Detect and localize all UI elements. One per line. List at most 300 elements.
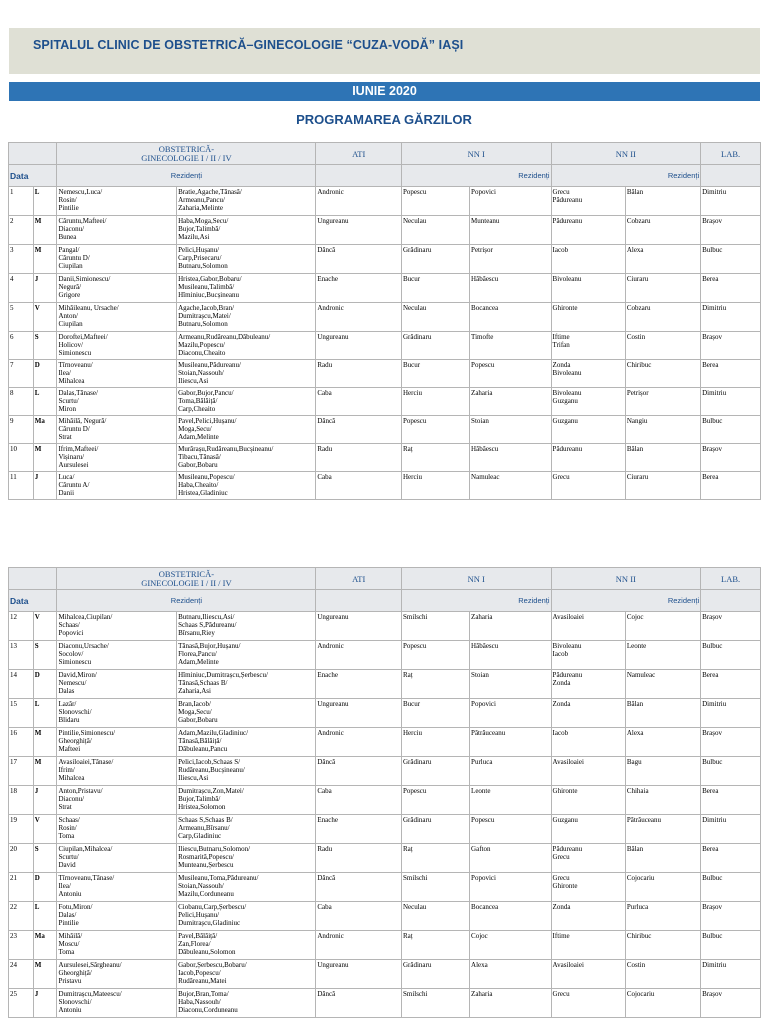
nn1-resident	[470, 245, 552, 274]
nn2-resident	[625, 303, 700, 332]
table-row	[9, 728, 761, 757]
day-of-week: D	[33, 873, 57, 902]
nn2-doctor-line: Bivoleanu	[552, 642, 582, 650]
nn1-doctor	[401, 757, 469, 786]
table-row	[9, 815, 761, 844]
col-obstetrica-header-line: OBSTETRICĂ-	[158, 569, 215, 579]
nn1-resident-line: Purluca	[471, 758, 493, 766]
obstetrica-resident-line: Adam,Melinte	[178, 658, 219, 666]
nn2-doctor-line: Avasiloaiei	[552, 613, 584, 621]
obstetrica-resident-line: Bran,Iacob/	[178, 700, 211, 708]
nn2-resident-line: Bălan	[626, 188, 644, 196]
nn1-doctor	[401, 216, 469, 245]
nn2-doctor-line: Ghironte	[552, 304, 578, 312]
nn1-doctor	[401, 416, 469, 444]
obstetrica-resident-line: Diaconu,Cheaito	[178, 349, 226, 357]
nn2-resident-line: Nangiu	[626, 417, 648, 425]
obstetrica-doctor-line: Căruntu D/	[58, 425, 90, 433]
nn2-doctor-line: Grecu	[552, 990, 570, 998]
subheader-row	[9, 165, 761, 187]
obstetrica-resident-line: Munteanu,Șerbescu	[178, 861, 234, 869]
table-row	[9, 303, 761, 332]
nn2-resident	[625, 472, 700, 500]
obstetrica-doctor-line: Ilea/	[58, 882, 71, 890]
nn1-resident-line: Leonte	[471, 787, 491, 795]
obstetrica-resident-line: Schaas S,Pădureanu/	[178, 621, 237, 629]
obstetrica-doctors	[57, 216, 177, 245]
nn2-doctor-line: Zonda	[552, 700, 571, 708]
obstetrica-resident-line: Armeanu,Rudăreanu,Dăbuleanu/	[178, 333, 271, 341]
nn1-doctor-line: Bucur	[402, 275, 421, 283]
table-row	[9, 844, 761, 873]
nn2-resident-line: Leonte	[626, 642, 647, 650]
obstetrica-doctor-line: Lazăr/	[58, 700, 77, 708]
obstetrica-doctor-line: Nemescu/	[58, 679, 87, 687]
nn2-doctor	[551, 844, 625, 873]
nn2-resident-line: Namuleac	[626, 671, 656, 679]
col-rezidenti-obst-header: Rezidenți	[57, 165, 316, 187]
ati-doctor: Dăncă	[316, 989, 402, 1018]
nn2-doctor-line: Avasiloaiei	[552, 758, 584, 766]
obstetrica-resident-line: Rudăreanu,Matei	[178, 977, 227, 985]
nn2-doctor-line: Guzganu	[552, 397, 578, 405]
obstetrica-resident-line: Armeanu,Pancu/	[178, 196, 225, 204]
nn1-resident	[470, 786, 552, 815]
nn1-doctor	[401, 844, 469, 873]
nn1-resident-line: Zaharia	[471, 613, 493, 621]
obstetrica-doctor-line: Danii	[58, 489, 75, 497]
nn1-resident	[470, 989, 552, 1018]
nn1-resident	[470, 960, 552, 989]
nn1-resident-line: Popovici	[471, 188, 496, 196]
obstetrica-resident-line: Haba,Nassouh/	[178, 998, 221, 1006]
obstetrica-resident-line: Hîminiuc,Bucșineanu	[178, 291, 239, 299]
day-of-week: L	[33, 187, 57, 216]
table-row	[9, 699, 761, 728]
nn1-resident-line: Popescu	[471, 816, 495, 824]
nn2-doctor-line: Bivoleanu	[552, 275, 582, 283]
obstetrica-doctor-line: Dumitrașcu,Mateescu/	[58, 990, 122, 998]
table-row	[9, 472, 761, 500]
nn2-doctor-line: Pădureanu	[552, 217, 583, 225]
nn1-doctor-line: Grădinaru	[402, 333, 432, 341]
obstetrica-doctor-line: Luca/	[58, 473, 75, 481]
obstetrica-resident-line: Haba,Moga,Secu/	[178, 217, 229, 225]
nn2-resident-line: Chihaia	[626, 787, 649, 795]
month-banner: IUNIE 2020	[9, 82, 760, 101]
obstetrica-resident-line: Carp,Prisecaru/	[178, 254, 222, 262]
obstetrica-doctor-line: Dalas/	[58, 911, 77, 919]
obstetrica-doctors	[57, 931, 177, 960]
obstetrica-resident-line: Musileanu,Popescu/	[178, 473, 235, 481]
obstetrica-resident-line: Agache,Iacob,Bran/	[178, 304, 235, 312]
lab-doctor: Bulbuc	[701, 245, 761, 274]
nn1-doctor	[401, 989, 469, 1018]
obstetrica-resident-line: Tănasă,Schaas B/	[178, 679, 228, 687]
lab-doctor: Bulbuc	[701, 873, 761, 902]
nn2-resident	[625, 216, 700, 245]
obstetrica-doctor-line: Dalas	[58, 687, 75, 695]
nn1-doctor-line: Herciu	[402, 473, 423, 481]
obstetrica-doctors	[57, 641, 177, 670]
day-number: 4	[9, 274, 34, 303]
obstetrica-resident-line: Musileanu,Talimbă/	[178, 283, 235, 291]
nn2-doctor-line: Zonda	[552, 361, 571, 369]
obstetrica-doctor-line: Antoniu	[58, 1006, 82, 1014]
obstetrica-residents	[177, 786, 316, 815]
nn1-resident	[470, 815, 552, 844]
ati-doctor: Enache	[316, 274, 402, 303]
obstetrica-doctor-line: Mihăilă, Negură/	[58, 417, 107, 425]
nn2-resident	[625, 332, 700, 360]
obstetrica-doctor-line: Pintilie,Simionescu/	[58, 729, 116, 737]
obstetrica-residents	[177, 670, 316, 699]
nn2-doctor	[551, 931, 625, 960]
obstetrica-resident-line: Haba,Cheaito/	[178, 481, 219, 489]
day-of-week: V	[33, 815, 57, 844]
obstetrica-doctor-line: Tîrnoveanu/	[58, 361, 93, 369]
ati-doctor: Dăncă	[316, 757, 402, 786]
nn2-doctor	[551, 245, 625, 274]
obstetrica-resident-line: Iliescu,Asi	[178, 774, 209, 782]
nn2-resident	[625, 245, 700, 274]
day-of-week: J	[33, 472, 57, 500]
nn1-resident	[470, 360, 552, 388]
nn2-resident-line: Costin	[626, 961, 646, 969]
nn2-resident	[625, 844, 700, 873]
nn2-doctor	[551, 303, 625, 332]
table-row	[9, 245, 761, 274]
obstetrica-doctor-line: Avasiloaiei,Tănase/	[58, 758, 114, 766]
obstetrica-resident-line: Gabor,Bobaru	[178, 716, 218, 724]
nn1-resident	[470, 931, 552, 960]
table-row	[9, 931, 761, 960]
lab-doctor: Bulbuc	[701, 757, 761, 786]
nn2-resident-line: Chiribuc	[626, 932, 652, 940]
obstetrica-doctor-line: Mihalcea	[58, 377, 85, 385]
nn2-doctor-line: Pădureanu	[552, 196, 583, 204]
obstetrica-doctor-line: Mihăileanu, Ursache/	[58, 304, 119, 312]
nn1-resident-line: Stoian	[471, 417, 489, 425]
lab-doctor: Brașov	[701, 989, 761, 1018]
col-ati-header: ATI	[316, 143, 402, 165]
obstetrica-resident-line: Moga,Secu/	[178, 708, 212, 716]
nn1-resident-line: Popovici	[471, 874, 496, 882]
obstetrica-doctor-line: David	[58, 861, 76, 869]
obstetrica-doctors	[57, 960, 177, 989]
nn1-doctor	[401, 472, 469, 500]
obstetrica-resident-line: Gabor,Șerbescu,Bobaru/	[178, 961, 247, 969]
obstetrica-resident-line: Ciobanu,Carp,Șerbescu/	[178, 903, 247, 911]
nn2-resident	[625, 699, 700, 728]
obstetrica-resident-line: Musileanu,Pădureanu/	[178, 361, 241, 369]
nn1-doctor	[401, 332, 469, 360]
day-of-week: J	[33, 989, 57, 1018]
nn1-resident	[470, 388, 552, 416]
day-of-week: M	[33, 216, 57, 245]
table-row	[9, 444, 761, 472]
obstetrica-doctors	[57, 815, 177, 844]
ati-doctor: Andronic	[316, 641, 402, 670]
obstetrica-doctor-line: Strat	[58, 433, 72, 441]
day-number: 6	[9, 332, 34, 360]
obstetrica-doctors	[57, 844, 177, 873]
lab-doctor: Berea	[701, 670, 761, 699]
nn1-doctor	[401, 360, 469, 388]
obstetrica-resident-line: Hristea,Gladiniuc	[178, 489, 228, 497]
obstetrica-resident-line: Butnaru,Solomon	[178, 262, 228, 270]
obstetrica-doctor-line: Gheorghiță/	[58, 737, 92, 745]
obstetrica-residents	[177, 699, 316, 728]
obstetrica-doctor-line: Popovici	[58, 629, 84, 637]
col-lab-header: LAB.	[701, 568, 761, 590]
table-row	[9, 416, 761, 444]
day-number: 1	[9, 187, 34, 216]
obstetrica-doctor-line: Ilea/	[58, 369, 71, 377]
nn1-resident-line: Hăbăescu	[471, 275, 499, 283]
day-number: 18	[9, 786, 34, 815]
nn1-doctor-line: Grădinaru	[402, 961, 432, 969]
nn2-resident	[625, 612, 700, 641]
nn1-doctor-line: Herciu	[402, 729, 423, 737]
lab-doctor: Dimitriu	[701, 187, 761, 216]
day-of-week: L	[33, 388, 57, 416]
nn2-doctor	[551, 612, 625, 641]
nn1-doctor	[401, 388, 469, 416]
nn1-doctor	[401, 245, 469, 274]
obstetrica-resident-line: Zaharia,Melinte	[178, 204, 224, 212]
obstetrica-doctor-line: David,Miron/	[58, 671, 97, 679]
nn1-resident	[470, 728, 552, 757]
col-obstetrica-header-line: GINECOLOGIE I / II / IV	[141, 578, 232, 588]
nn2-doctor-line: Grecu	[552, 874, 570, 882]
obstetrica-resident-line: Dumitrașcu,Zon,Matei/	[178, 787, 244, 795]
nn2-resident-line: Chiribuc	[626, 361, 652, 369]
obstetrica-resident-line: Tănasă,Bujor,Hușanu/	[178, 642, 241, 650]
obstetrica-resident-line: Gabor,Bobaru	[178, 461, 218, 469]
nn2-doctor-line: Iftime	[552, 333, 570, 341]
day-of-week: V	[33, 303, 57, 332]
nn2-resident-line: Ciuraru	[626, 275, 649, 283]
obstetrica-resident-line: Adam,Melinte	[178, 433, 219, 441]
nn1-doctor	[401, 931, 469, 960]
obstetrica-resident-line: Pelici,Iacob,Schaas S/	[178, 758, 241, 766]
table-row	[9, 187, 761, 216]
table-row	[9, 641, 761, 670]
obstetrica-doctor-line: Diaconu/	[58, 795, 85, 803]
day-number: 11	[9, 472, 34, 500]
ati-doctor: Ungureanu	[316, 332, 402, 360]
nn2-doctor	[551, 699, 625, 728]
nn2-doctor	[551, 360, 625, 388]
ati-doctor: Ungureanu	[316, 612, 402, 641]
obstetrica-residents	[177, 332, 316, 360]
day-number: 8	[9, 388, 34, 416]
nn2-resident-line: Alexa	[626, 729, 644, 737]
nn2-resident	[625, 360, 700, 388]
col-obstetrica-header	[57, 568, 316, 590]
obstetrica-doctor-line: Scurtu/	[58, 853, 79, 861]
nn1-resident-line: Timofte	[471, 333, 494, 341]
obstetrica-residents	[177, 815, 316, 844]
ati-doctor: Ungureanu	[316, 960, 402, 989]
obstetrica-doctor-line: Strat	[58, 803, 72, 811]
day-of-week: Ma	[33, 416, 57, 444]
obstetrica-doctors	[57, 274, 177, 303]
nn2-doctor	[551, 444, 625, 472]
nn2-resident	[625, 274, 700, 303]
obstetrica-resident-line: Musileanu,Toma,Pădureanu/	[178, 874, 259, 882]
nn1-doctor	[401, 670, 469, 699]
obstetrica-doctors	[57, 332, 177, 360]
nn2-resident	[625, 728, 700, 757]
day-number: 5	[9, 303, 34, 332]
nn1-resident-line: Popescu	[471, 361, 495, 369]
day-number: 13	[9, 641, 34, 670]
obstetrica-doctor-line: Toma	[58, 832, 75, 840]
lab-doctor: Berea	[701, 274, 761, 303]
obstetrica-resident-line: Carp,Gladiniuc	[178, 832, 222, 840]
obstetrica-doctors	[57, 757, 177, 786]
lab-doctor: Bulbuc	[701, 416, 761, 444]
obstetrica-doctors	[57, 360, 177, 388]
table-row	[9, 612, 761, 641]
nn1-resident-line: Zaharia	[471, 389, 493, 397]
subheader-blank	[316, 165, 402, 187]
col-obstetrica-header	[57, 143, 316, 165]
obstetrica-doctor-line: Rosin/	[58, 824, 77, 832]
obstetrica-residents	[177, 472, 316, 500]
hospital-header-box	[9, 28, 760, 74]
lab-doctor: Bulbuc	[701, 931, 761, 960]
nn1-resident-line: Stoian	[471, 671, 489, 679]
nn1-resident	[470, 641, 552, 670]
nn2-doctor-line: Bivoleanu	[552, 369, 582, 377]
obstetrica-doctor-line: Doroftei,Mafteei/	[58, 333, 108, 341]
col-nn1-header: NN I	[401, 568, 551, 590]
obstetrica-doctor-line: Moscu/	[58, 940, 80, 948]
subheader-blank	[701, 165, 761, 187]
nn2-doctor-line: Pădureanu	[552, 671, 583, 679]
nn1-doctor	[401, 960, 469, 989]
day-of-week: D	[33, 670, 57, 699]
obstetrica-doctor-line: Ciupilan	[58, 320, 83, 328]
col-data-header: Data	[9, 165, 57, 187]
nn1-doctor-line: Grădinaru	[402, 246, 432, 254]
lab-doctor: Dimitriu	[701, 303, 761, 332]
ati-doctor: Dăncă	[316, 245, 402, 274]
nn1-doctor-line: Raț	[402, 671, 413, 679]
nn1-resident-line: Bocancea	[471, 304, 499, 312]
obstetrica-resident-line: Adam,Mazilu,Gladiniuc/	[178, 729, 249, 737]
obstetrica-doctor-line: Schaas/	[58, 621, 80, 629]
obstetrica-resident-line: Schaas S,Schaas B/	[178, 816, 233, 824]
obstetrica-resident-line: Diaconu,Corduneanu	[178, 1006, 238, 1014]
nn2-resident	[625, 187, 700, 216]
nn2-resident	[625, 416, 700, 444]
lab-doctor: Brașov	[701, 444, 761, 472]
obstetrica-doctor-line: Simionescu	[58, 349, 92, 357]
nn2-doctor	[551, 388, 625, 416]
obstetrica-residents	[177, 873, 316, 902]
nn2-doctor-line: Bivoleanu	[552, 389, 582, 397]
nn2-doctor	[551, 274, 625, 303]
lab-doctor: Berea	[701, 472, 761, 500]
obstetrica-resident-line: Tibacu,Tănasă/	[178, 453, 221, 461]
day-of-week: J	[33, 786, 57, 815]
nn2-doctor-line: Pădureanu	[552, 445, 583, 453]
col-data-header: Data	[9, 590, 57, 612]
ati-doctor: Ungureanu	[316, 216, 402, 245]
nn1-resident-line: Popovici	[471, 700, 496, 708]
obstetrica-doctor-line: Simionescu	[58, 658, 92, 666]
obstetrica-doctor-line: Blidaru	[58, 716, 80, 724]
obstetrica-resident-line: Gabor,Bujor,Pancu/	[178, 389, 234, 397]
day-of-week: M	[33, 245, 57, 274]
nn1-resident	[470, 844, 552, 873]
obstetrica-doctor-line: Aursulesei,Sârgheanu/	[58, 961, 122, 969]
obstetrica-residents	[177, 612, 316, 641]
hospital-name: SPITALUL CLINIC DE OBSTETRICĂ–GINECOLOGIE “CUZA-VODĂ” IAȘI	[33, 38, 464, 52]
obstetrica-residents	[177, 902, 316, 931]
obstetrica-resident-line: Pavel,Bălăiță/	[178, 932, 218, 940]
nn2-doctor	[551, 873, 625, 902]
obstetrica-doctor-line: Miron	[58, 405, 76, 413]
nn1-doctor-line: Neculau	[402, 304, 427, 312]
nn2-doctor	[551, 989, 625, 1018]
obstetrica-residents	[177, 931, 316, 960]
ati-doctor: Caba	[316, 902, 402, 931]
col-rezidenti-nn1-header: Rezidenți	[401, 165, 551, 187]
ati-doctor: Radu	[316, 444, 402, 472]
nn1-resident-line: Cojoc	[471, 932, 488, 940]
nn2-doctor	[551, 216, 625, 245]
day-of-week: V	[33, 612, 57, 641]
obstetrica-resident-line: Pelici,Hușanu/	[178, 911, 220, 919]
nn2-resident	[625, 444, 700, 472]
nn1-resident	[470, 303, 552, 332]
obstetrica-resident-line: Toma,Bălăiță/	[178, 397, 218, 405]
nn2-doctor-line: Trifan	[552, 341, 570, 349]
lab-doctor: Brașov	[701, 332, 761, 360]
nn2-resident-line: Cobzaru	[626, 217, 651, 225]
nn2-doctor-line: Grecu	[552, 188, 570, 196]
nn1-resident-line: Petrișor	[471, 246, 493, 254]
obstetrica-doctor-line: Mihăilă/	[58, 932, 83, 940]
table-row	[9, 670, 761, 699]
nn2-resident	[625, 989, 700, 1018]
obstetrica-residents	[177, 360, 316, 388]
col-ati-header: ATI	[316, 568, 402, 590]
obstetrica-doctors	[57, 873, 177, 902]
obstetrica-resident-line: Mazilu,Popescu/	[178, 341, 225, 349]
day-number: 2	[9, 216, 34, 245]
nn2-resident-line: Alexa	[626, 246, 644, 254]
schedule-table-2	[8, 567, 761, 1018]
day-number: 20	[9, 844, 34, 873]
nn2-doctor-line: Iftime	[552, 932, 570, 940]
obstetrica-resident-line: Rosmarită,Popescu/	[178, 853, 234, 861]
obstetrica-resident-line: Mazilu,Asi	[178, 233, 210, 241]
obstetrica-doctor-line: Ifrim/	[58, 766, 75, 774]
nn1-doctor	[401, 187, 469, 216]
day-number: 21	[9, 873, 34, 902]
obstetrica-doctor-line: Pintilie	[58, 204, 79, 212]
nn1-resident-line: Gafton	[471, 845, 491, 853]
obstetrica-doctor-line: Tîrnoveanu,Tănase/	[58, 874, 115, 882]
day-of-week: M	[33, 444, 57, 472]
nn1-doctor	[401, 873, 469, 902]
